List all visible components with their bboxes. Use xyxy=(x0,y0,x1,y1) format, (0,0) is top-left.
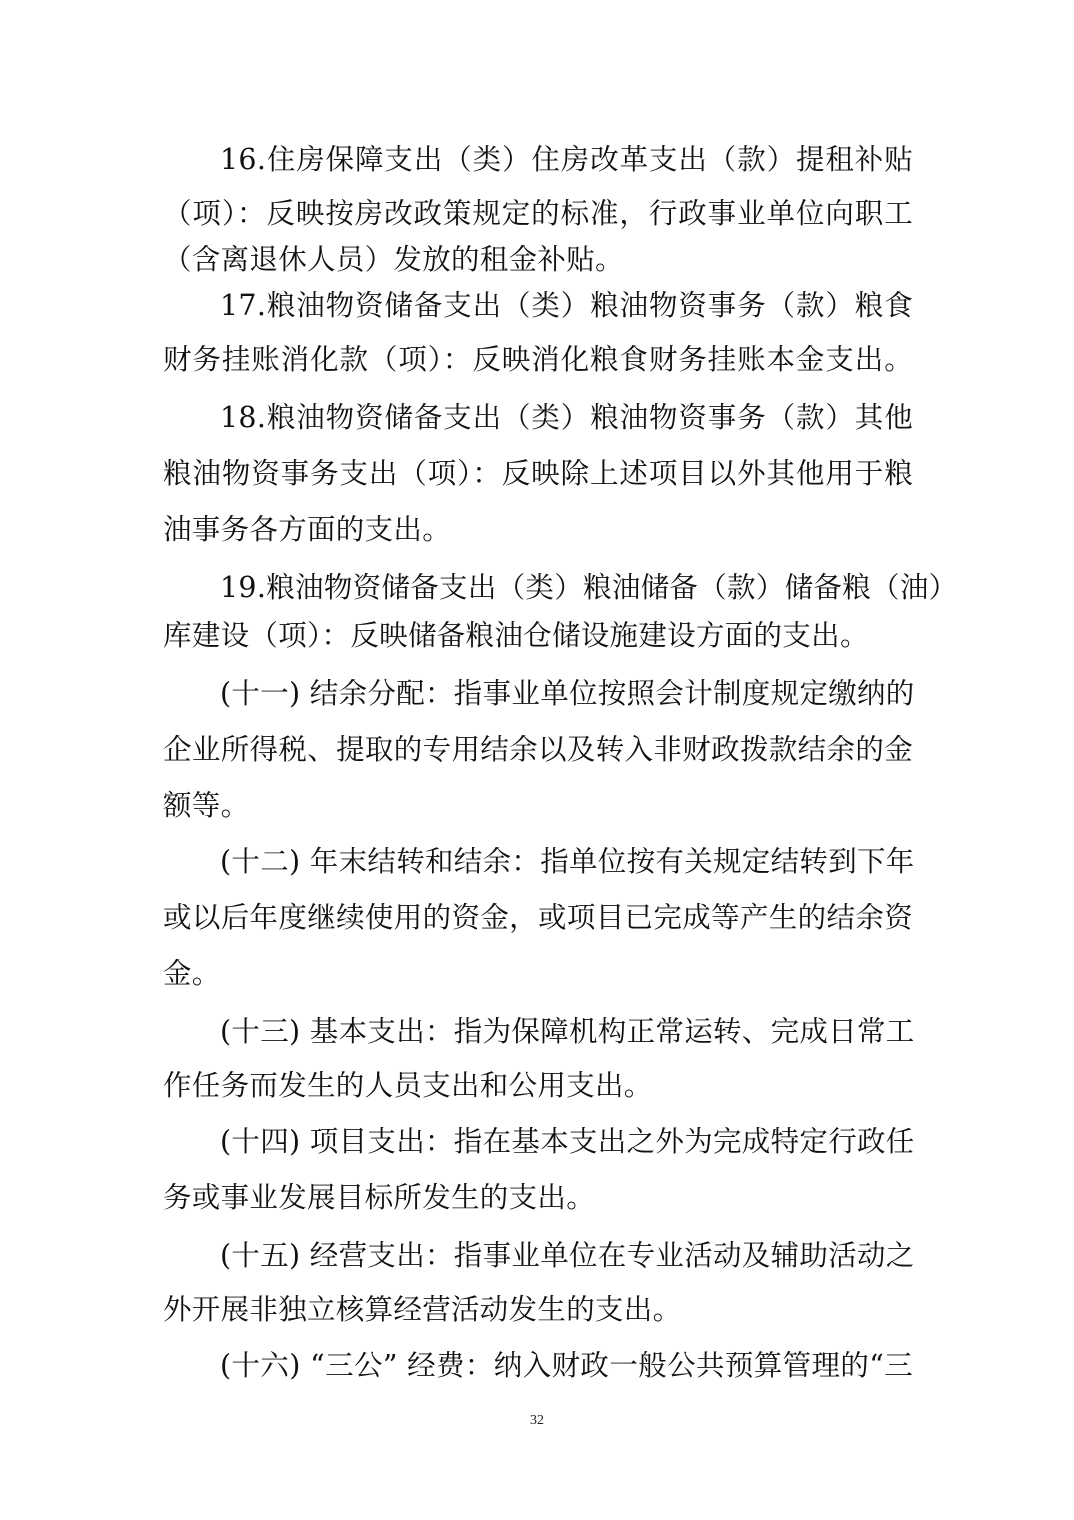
section-13-line-2: 作任务而发生的人员支出和公用支出。 xyxy=(163,1069,653,1102)
paragraph-18-line-2: 粮油物资事务支出（项）：反映除上述项目以外其他用于粮 xyxy=(163,457,913,490)
paragraph-16-line-3: （含离退休人员）发放的租金补贴。 xyxy=(163,243,624,276)
paragraph-17-line-1: 17.粮油物资储备支出（类）粮油物资事务（款）粮食 xyxy=(220,289,913,322)
paragraph-19-line-2: 库建设（项）：反映储备粮油仓储设施建设方面的支出。 xyxy=(163,619,869,652)
paragraph-19-line-1: 19.粮油物资储备支出（类）粮油储备（款）储备粮（油） xyxy=(220,571,958,604)
section-14-line-1: (十四) 项目支出：指在基本支出之外为完成特定行政任 xyxy=(220,1125,915,1158)
section-11-line-2: 企业所得税、提取的专用结余以及转入非财政拨款结余的金 xyxy=(163,733,913,766)
section-12-line-3: 金。 xyxy=(163,957,221,990)
section-15-line-2: 外开展非独立核算经营活动发生的支出。 xyxy=(163,1293,682,1326)
paragraph-16-line-1: 16.住房保障支出（类）住房改革支出（款）提租补贴 xyxy=(220,143,913,176)
paragraph-18-line-3: 油事务各方面的支出。 xyxy=(163,513,452,546)
paragraph-17-line-2: 财务挂账消化款（项）：反映消化粮食财务挂账本金支出。 xyxy=(163,343,913,376)
page-number: 32 xyxy=(530,1413,544,1428)
section-14-line-2: 务或事业发展目标所发生的支出。 xyxy=(163,1181,596,1214)
paragraph-16-line-2: （项）：反映按房改政策规定的标准，行政事业单位向职工 xyxy=(163,197,913,230)
section-12-line-2: 或以后年度继续使用的资金，或项目已完成等产生的结余资 xyxy=(163,901,913,934)
section-13-line-1: (十三) 基本支出：指为保障机构正常运转、完成日常工 xyxy=(220,1015,915,1048)
section-12-line-1: (十二) 年末结转和结余：指单位按有关规定结转到下年 xyxy=(220,845,915,878)
paragraph-18-line-1: 18.粮油物资储备支出（类）粮油物资事务（款）其他 xyxy=(220,401,913,434)
section-15-line-1: (十五) 经营支出：指事业单位在专业活动及辅助活动之 xyxy=(220,1239,915,1272)
section-11-line-3: 额等。 xyxy=(163,789,250,822)
section-16-line-1: (十六) “三公” 经费：纳入财政一般公共预算管理的“三 xyxy=(220,1349,913,1382)
section-11-line-1: (十一) 结余分配：指事业单位按照会计制度规定缴纳的 xyxy=(220,677,915,710)
